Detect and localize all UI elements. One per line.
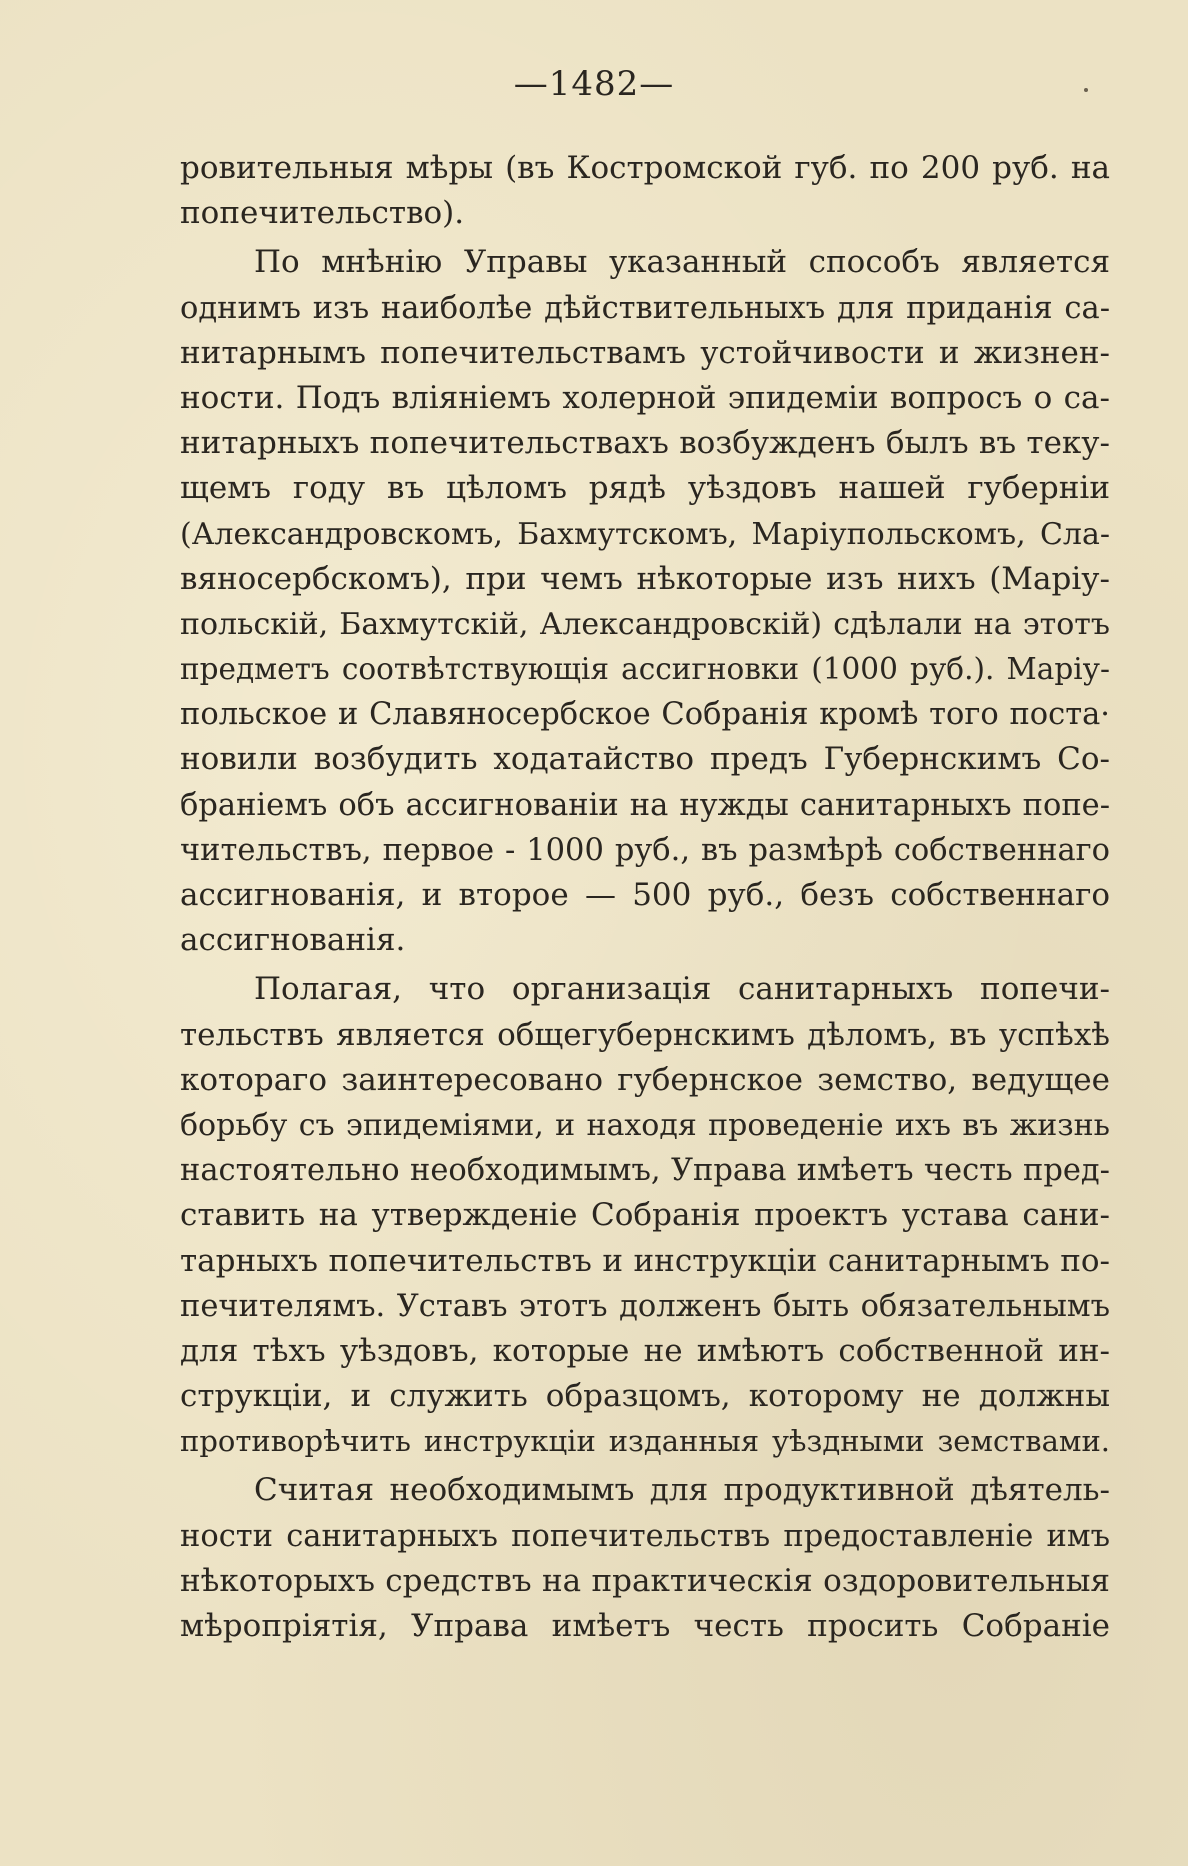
page-number: —1482—: [513, 64, 675, 104]
paragraph: [180, 967, 1110, 1464]
text-line: печителямъ. Уставъ этотъ долженъ быть обязательнымъ: [180, 1288, 1110, 1324]
text-line: новили возбудить ходатайство предъ Губернскимъ Со-: [180, 741, 1110, 778]
text-line: струкціи, и служить образцомъ, которому не должны: [180, 1378, 1110, 1415]
text-line: Считая необходимымъ для продуктивной дѣятель-: [254, 1472, 1110, 1509]
text-line: польскій, Бахмутскій, Александровскій) сдѣлали на этотъ: [180, 606, 1110, 642]
body-text: [180, 146, 1110, 1649]
text-line: нитарныхъ попечительствахъ возбужденъ былъ въ теку-: [180, 425, 1110, 462]
text-line: По мнѣнію Управы указанный способъ является: [254, 244, 1110, 281]
text-line: браніемъ объ ассигнованіи на нужды санитарныхъ попе-: [180, 787, 1110, 823]
text-line: мѣропріятія, Управа имѣетъ честь просить Собраніе: [180, 1608, 1110, 1644]
text-line: вяносербскомъ), при чемъ нѣкоторые изъ нихъ (Маріу-: [180, 560, 1110, 597]
text-line: тельствъ является общегубернскимъ дѣломъ, въ успѣхѣ: [180, 1016, 1110, 1053]
text-line: чительствъ, первое - 1000 руб., въ размѣрѣ собственнаго: [180, 832, 1110, 868]
text-line: предметъ соотвѣтствующія ассигновки (1000 руб.). Маріу-: [180, 652, 1110, 687]
text-line: ставить на утвержденіе Собранія проектъ устава сани-: [180, 1197, 1110, 1234]
text-line: для тѣхъ уѣздовъ, которые не имѣютъ собственной ин-: [180, 1332, 1110, 1369]
ink-speck: [1084, 88, 1088, 92]
text-line: тарныхъ попечительствъ и инструкціи санитарнымъ по-: [180, 1242, 1110, 1279]
text-line: однимъ изъ наиболѣе дѣйствительныхъ для приданія са-: [180, 290, 1110, 326]
paragraph: [180, 240, 1110, 963]
text-line: нѣкоторыхъ средствъ на практическія оздоровительныя: [180, 1562, 1110, 1599]
text-line: польское и Славяносербское Собранія кромѣ того поста·: [180, 697, 1110, 733]
text-line: противорѣчить инструкціи изданныя уѣздными земствами.: [180, 1424, 1110, 1459]
text-line: ности. Подъ вліяніемъ холерной эпидеміи вопросъ о са-: [180, 379, 1110, 416]
text-line: ности санитарныхъ попечительствъ предоставленіе имъ: [180, 1518, 1110, 1554]
text-line: ровительныя мѣры (въ Костромской губ. по 200 руб. на: [180, 150, 1110, 186]
text-line: (Александровскомъ, Бахмутскомъ, Маріупольскомъ, Сла-: [180, 516, 1110, 552]
text-line: Полагая, что организація санитарныхъ попечи-: [254, 971, 1110, 1008]
paragraph: [180, 146, 1110, 236]
text-line: щемъ году въ цѣломъ рядѣ уѣздовъ нашей губерніи: [180, 470, 1110, 507]
text-line: ассигнованія.: [180, 922, 406, 959]
text-line: попечительство).: [180, 195, 465, 232]
text-line: котораго заинтересовано губернское земство, ведущее: [180, 1061, 1110, 1098]
text-line: нитарнымъ попечительствамъ устойчивости и жизнен-: [180, 334, 1110, 371]
text-line: ассигнованія, и второе — 500 руб., безъ собственнаго: [180, 877, 1110, 913]
paragraph: [180, 1468, 1110, 1649]
text-line: настоятельно необходимымъ, Управа имѣетъ честь пред-: [180, 1153, 1110, 1189]
text-line: борьбу съ эпидеміями, и находя проведеніе ихъ въ жизнь: [180, 1107, 1110, 1143]
